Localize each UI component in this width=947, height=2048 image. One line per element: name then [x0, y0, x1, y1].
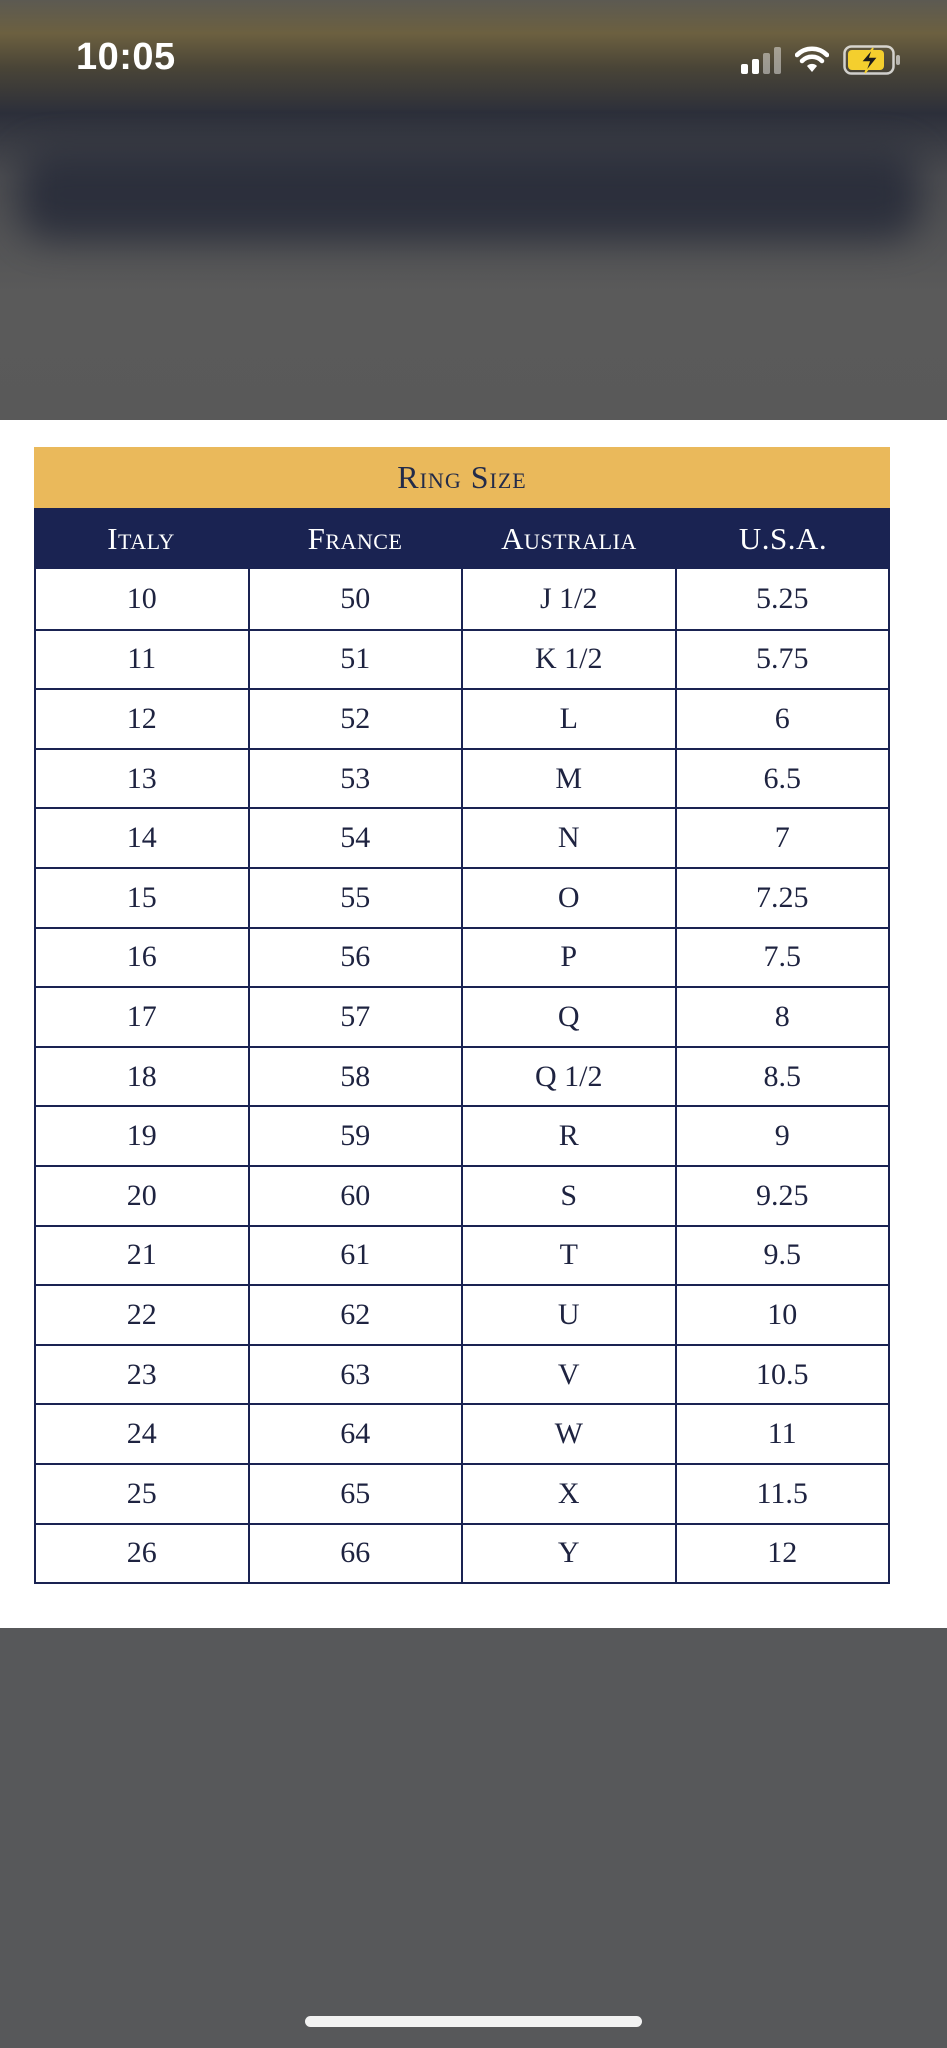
- header-usa: U.S.A.: [738, 520, 828, 556]
- chart-title-text: Ring Size: [397, 459, 527, 495]
- table-cell: 5.75: [675, 631, 889, 689]
- header-france: France: [307, 520, 403, 556]
- table-cell: Q: [461, 988, 675, 1046]
- table-cell: N: [461, 809, 675, 867]
- table-cell: 9: [675, 1107, 889, 1165]
- home-indicator[interactable]: [305, 2016, 642, 2027]
- status-time: 10:05: [76, 36, 176, 78]
- table-cell: X: [461, 1465, 675, 1523]
- table-body: [34, 569, 890, 1584]
- table-cell: 9.25: [675, 1167, 889, 1225]
- table-cell: 16: [126, 940, 157, 974]
- table-cell: 11: [127, 642, 157, 676]
- table-cell: 12: [675, 1525, 889, 1583]
- table-cell: 6.5: [675, 750, 889, 808]
- table-cell: 52: [248, 690, 462, 748]
- table-cell: 66: [248, 1525, 462, 1583]
- table-cell: Y: [461, 1525, 675, 1583]
- table-row: [36, 748, 888, 808]
- table-cell: 58: [248, 1048, 462, 1106]
- table-row: [36, 867, 888, 927]
- header-italy: Italy: [107, 520, 175, 556]
- table-row: [36, 1046, 888, 1106]
- table-cell: 59: [248, 1107, 462, 1165]
- table-row: [36, 807, 888, 867]
- table-row: [36, 629, 888, 689]
- table-row: [36, 1284, 888, 1344]
- table-cell: 10.5: [675, 1346, 889, 1404]
- table-cell: 64: [248, 1405, 462, 1463]
- header-australia: Australia: [501, 520, 637, 556]
- table-cell: Q 1/2: [461, 1048, 675, 1106]
- table-cell: 50: [248, 569, 462, 629]
- table-cell: R: [461, 1107, 675, 1165]
- table-cell: 11: [675, 1405, 889, 1463]
- table-row: [36, 1225, 888, 1285]
- table-cell: 56: [248, 929, 462, 987]
- battery-charging-icon: [843, 45, 901, 75]
- table-cell: 18: [126, 1059, 157, 1093]
- table-row: [36, 927, 888, 987]
- table-row: [36, 1105, 888, 1165]
- table-cell: 8.5: [675, 1048, 889, 1106]
- table-row: [36, 1523, 888, 1583]
- table-cell: J 1/2: [461, 569, 675, 629]
- table-cell: P: [461, 929, 675, 987]
- table-cell: L: [461, 690, 675, 748]
- table-cell: 61: [248, 1227, 462, 1285]
- table-cell: 10: [675, 1286, 889, 1344]
- table-cell: 65: [248, 1465, 462, 1523]
- table-cell: 57: [248, 988, 462, 1046]
- table-cell: 25: [126, 1476, 157, 1510]
- table-row: [36, 1165, 888, 1225]
- table-cell: 24: [126, 1417, 157, 1451]
- status-icons: [741, 42, 901, 78]
- header-row: [34, 508, 890, 569]
- table-cell: O: [461, 869, 675, 927]
- table-cell: U: [461, 1286, 675, 1344]
- table-cell: W: [461, 1405, 675, 1463]
- ring-size-chart: [34, 447, 890, 1584]
- table-cell: 51: [248, 631, 462, 689]
- table-row: [36, 688, 888, 748]
- table-cell: M: [461, 750, 675, 808]
- table-cell: 14: [126, 821, 157, 855]
- table-cell: 55: [248, 869, 462, 927]
- table-cell: 53: [248, 750, 462, 808]
- table-row: [36, 1344, 888, 1404]
- table-cell: 10: [126, 581, 157, 615]
- wifi-icon: [795, 46, 829, 74]
- table-row: [36, 1463, 888, 1523]
- table-cell: 6: [675, 690, 889, 748]
- table-row: [36, 986, 888, 1046]
- table-cell: 23: [126, 1357, 157, 1391]
- cellular-signal-icon: [741, 46, 781, 74]
- blurred-band: [20, 150, 920, 240]
- table-cell: 26: [126, 1536, 157, 1570]
- table-cell: 19: [126, 1119, 157, 1153]
- table-cell: 7.5: [675, 929, 889, 987]
- table-cell: K 1/2: [461, 631, 675, 689]
- table-cell: T: [461, 1227, 675, 1285]
- table-cell: 7.25: [675, 869, 889, 927]
- chart-title: [34, 447, 890, 508]
- table-row: [36, 569, 888, 629]
- table-cell: 54: [248, 809, 462, 867]
- table-cell: 11.5: [675, 1465, 889, 1523]
- table-cell: S: [461, 1167, 675, 1225]
- table-cell: 21: [126, 1238, 157, 1272]
- table-row: [36, 1403, 888, 1463]
- table-cell: 62: [248, 1286, 462, 1344]
- table-cell: 60: [248, 1167, 462, 1225]
- table-cell: 7: [675, 809, 889, 867]
- table-cell: 12: [126, 701, 157, 735]
- table-cell: 5.25: [675, 569, 889, 629]
- table-cell: 20: [126, 1178, 157, 1212]
- table-cell: V: [461, 1346, 675, 1404]
- table-cell: 63: [248, 1346, 462, 1404]
- table-cell: 9.5: [675, 1227, 889, 1285]
- table-cell: 22: [126, 1297, 157, 1331]
- table-cell: 17: [126, 999, 157, 1033]
- table-cell: 13: [126, 761, 157, 795]
- table-cell: 15: [126, 880, 157, 914]
- table-cell: 8: [675, 988, 889, 1046]
